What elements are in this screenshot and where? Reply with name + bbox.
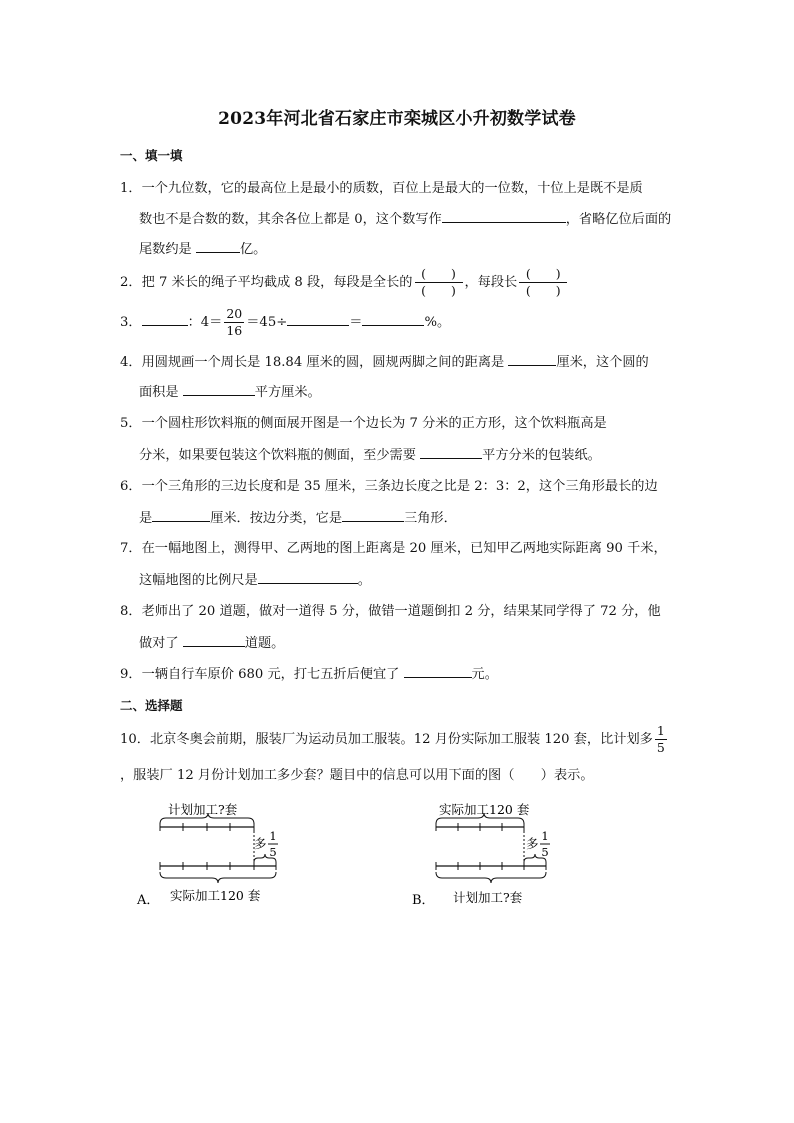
diagram-option-b[interactable] bbox=[406, 796, 576, 911]
option-label-a: A． bbox=[137, 893, 160, 908]
answer-blank[interactable] bbox=[287, 311, 349, 326]
fraction-denominator: 16 bbox=[226, 323, 243, 338]
question-1-line-3: 尾数约是 亿。 bbox=[139, 238, 266, 260]
question-5-line-2: 分米，如果要包装这个饮料瓶的侧面，至少需要 平方分米的包装纸。 bbox=[139, 444, 601, 466]
question-4-line-1: 4．用圆规画一个周长是 18.84 厘米的圆，圆规两脚之间的距离是 厘米，这个圆的 bbox=[120, 351, 649, 373]
diagram-option-a[interactable] bbox=[130, 796, 300, 911]
answer-blank[interactable] bbox=[196, 238, 240, 253]
answer-blank[interactable] bbox=[362, 311, 424, 326]
more-label: 多 bbox=[254, 836, 267, 851]
answer-blank[interactable] bbox=[152, 507, 210, 522]
diagram-b-bottom-text: 计划加工?套 bbox=[453, 890, 523, 905]
answer-blank[interactable] bbox=[142, 311, 188, 326]
answer-blank[interactable] bbox=[183, 632, 245, 647]
fraction-numerator: 1 bbox=[541, 829, 549, 843]
fraction-numerator: 1 bbox=[269, 829, 277, 843]
fraction-denominator: 5 bbox=[541, 845, 549, 859]
answer-blank[interactable] bbox=[258, 569, 358, 584]
diagram-a-top-text: 计划加工?套 bbox=[168, 802, 238, 817]
answer-blank[interactable] bbox=[404, 663, 472, 678]
question-9: 9．一辆自行车原价 680 元，打七五折后便宜了 元。 bbox=[120, 663, 498, 685]
question-4-line-2: 面积是 平方厘米。 bbox=[139, 381, 321, 403]
question-2: 2．把 7 米长的绳子平均截成 8 段，每段是全长的 $\frac{( )}{( )}$ ，每段长 $\frac{( )}{( )}$ bbox=[120, 266, 569, 299]
bottom-brace bbox=[436, 872, 546, 883]
question-6-line-1: 6．一个三角形的三边长度和是 35 厘米，三条边长度之比是 2：3：2，这个三角形最长的边 bbox=[120, 479, 658, 494]
question-1-line-2: 数也不是合数的数，其余各位上都是 0，这个数写作 ，省略亿位后面的 bbox=[139, 208, 671, 230]
section-heading-choice: 二、选择题 bbox=[120, 698, 183, 713]
answer-blank[interactable] bbox=[420, 444, 482, 459]
fraction-blank[interactable]: $\frac{( )}{( )}$ bbox=[519, 266, 567, 299]
question-7-line-2: 这幅地图的比例尺是 。 bbox=[139, 569, 371, 591]
question-10-line-1: 10．北京冬奥会前期，服装厂为运动员加工服装。12 月份实际加工服装 120 套，比计划多 $\frac{1}{5}$ bbox=[120, 723, 665, 755]
diagram-b-top-text: 实际加工120 套 bbox=[439, 802, 530, 817]
fraction-numerator: 20 bbox=[226, 306, 243, 321]
question-10-line-2: ，服装厂 12 月份计划加工多少套？题目中的信息可以用下面的图（ ）表示。 bbox=[120, 768, 594, 783]
answer-blank[interactable] bbox=[183, 381, 255, 396]
answer-blank[interactable] bbox=[342, 507, 404, 522]
diagram-a-bottom-text: 实际加工120 套 bbox=[170, 888, 261, 903]
question-7-line-1: 7．在一幅地图上，测得甲、乙两地的图上距离是 20 厘米，已知甲乙两地实际距离 90 千米， bbox=[120, 541, 667, 556]
more-label: 多 bbox=[526, 836, 539, 851]
exam-title: 2023年河北省石家庄市栾城区小升初数学试卷 bbox=[218, 109, 576, 129]
bottom-brace bbox=[160, 872, 276, 883]
question-3: 3． ：4＝ $\frac{20}{16}$ ＝45÷ ＝ %。 bbox=[120, 306, 451, 338]
question-1-line-1: 1．一个九位数，它的最高位上是最小的质数，百位上是最大的一位数，十位上是既不是质 bbox=[120, 181, 643, 196]
question-5-line-1: 5．一个圆柱形饮料瓶的侧面展开图是一个边长为 7 分米的正方形，这个饮料瓶高是 bbox=[120, 416, 607, 431]
answer-blank[interactable] bbox=[442, 208, 566, 223]
question-8-line-2: 做对了 道题。 bbox=[139, 632, 284, 654]
fraction-blank[interactable]: $\frac{( )}{( )}$ bbox=[415, 266, 463, 299]
section-heading-fill-in: 一、填一填 bbox=[120, 148, 183, 163]
option-label-b: B． bbox=[412, 893, 435, 908]
fraction-denominator: 5 bbox=[656, 740, 665, 755]
question-8-line-1: 8．老师出了 20 道题，做对一道得 5 分，做错一道题倒扣 2 分，结果某同学得了 72 分，他 bbox=[120, 604, 661, 619]
fraction-numerator: 1 bbox=[656, 723, 665, 738]
fraction-denominator: 5 bbox=[269, 845, 277, 859]
answer-blank[interactable] bbox=[508, 351, 556, 366]
question-6-line-2: 是 厘米．按边分类，它是 三角形． bbox=[139, 507, 457, 529]
